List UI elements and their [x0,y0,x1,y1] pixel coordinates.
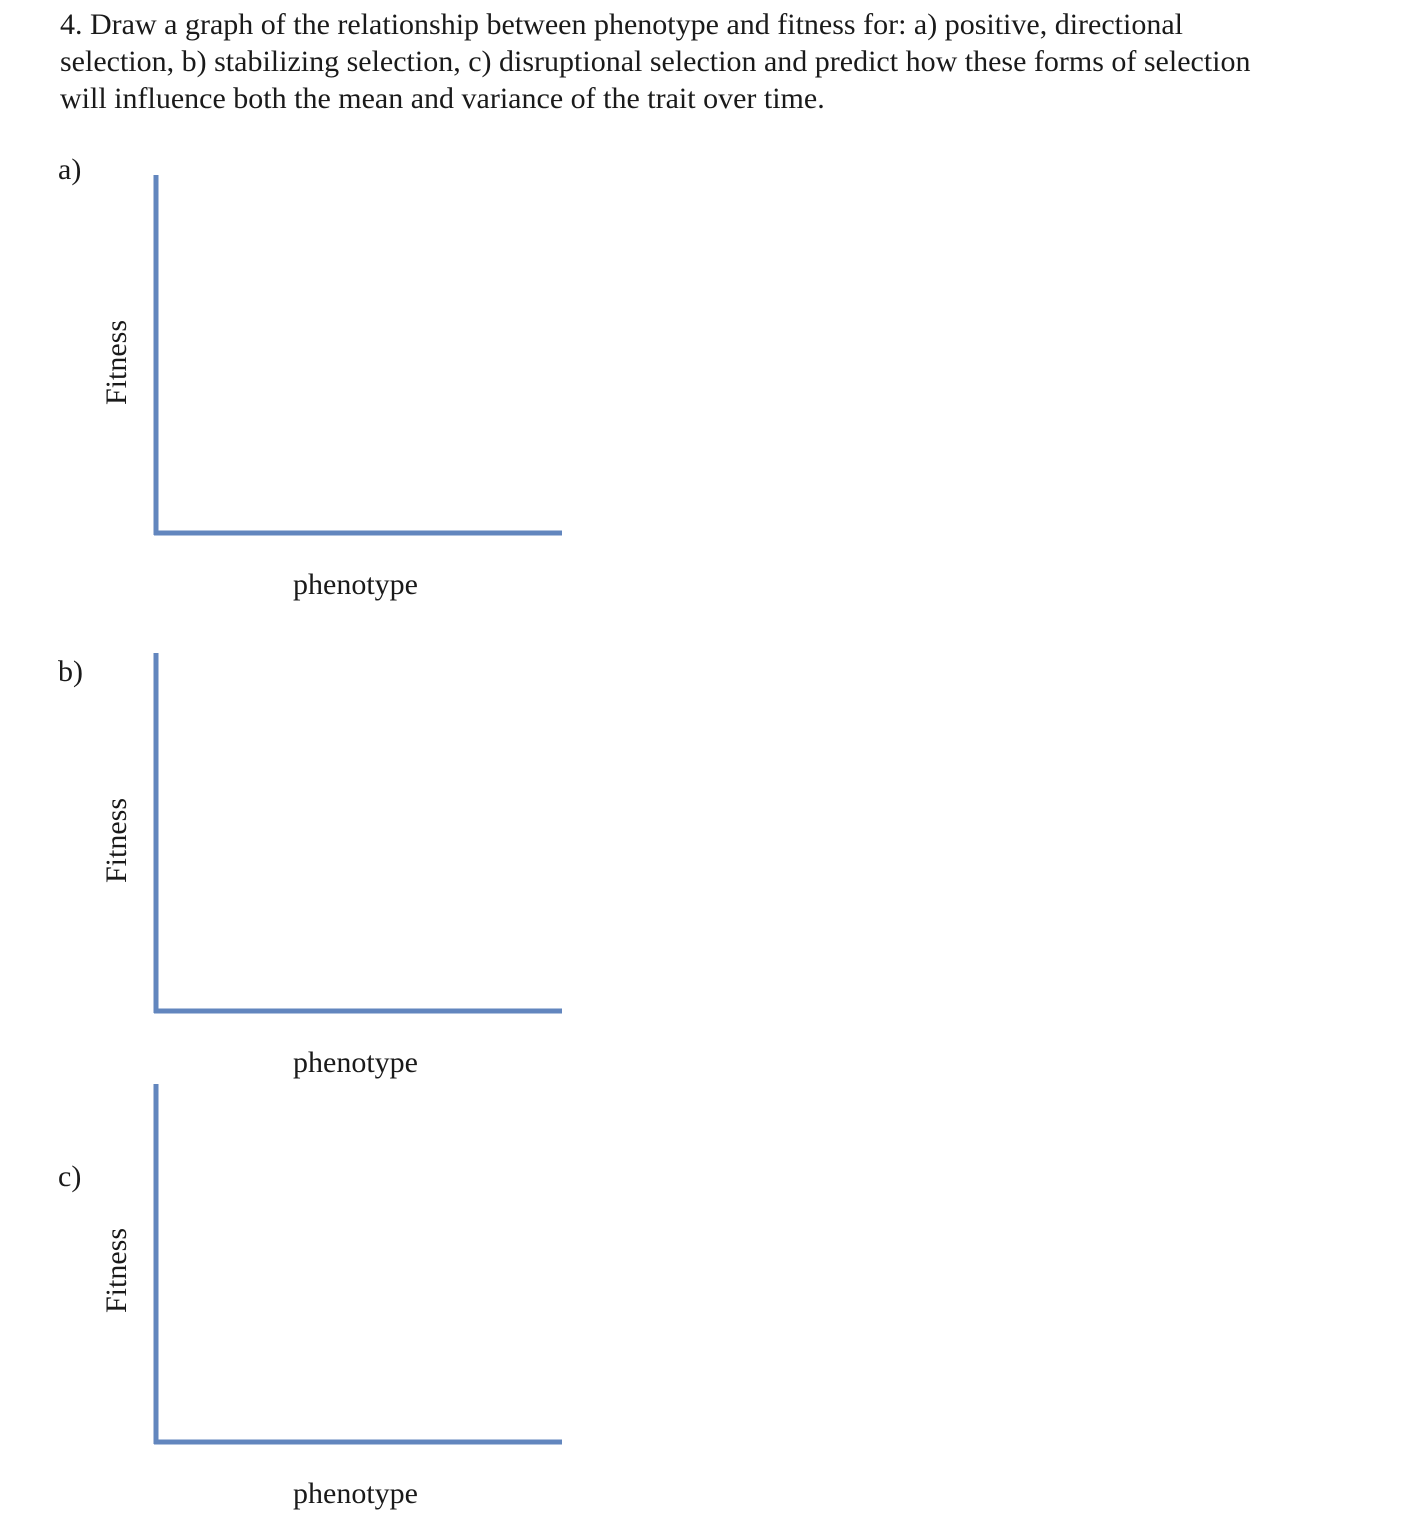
graph-b-ylabel: Fitness [100,797,133,883]
graph-a-axes [150,170,570,542]
graph-b-axes [150,650,570,1020]
graph-c-xlabel: phenotype [293,1477,418,1510]
graph-c-label: c) [58,1160,82,1193]
graph-b-xlabel: phenotype [293,1046,418,1079]
graph-a-ylabel: Fitness [100,319,133,405]
graph-b-label: b) [58,655,83,688]
graph-c-ylabel: Fitness [100,1227,133,1313]
graph-a-label: a) [58,153,82,186]
graph-c-axes [150,1080,570,1450]
graph-a-xlabel: phenotype [293,568,418,601]
question-text: 4. Draw a graph of the relationship between phenotype and fitness for: a) positive, directional selection, b) stabilizing selection, c) disruptional selection and predict how these forms of selection will influence both the mean and variance of the trait over time. [60,8,1251,115]
